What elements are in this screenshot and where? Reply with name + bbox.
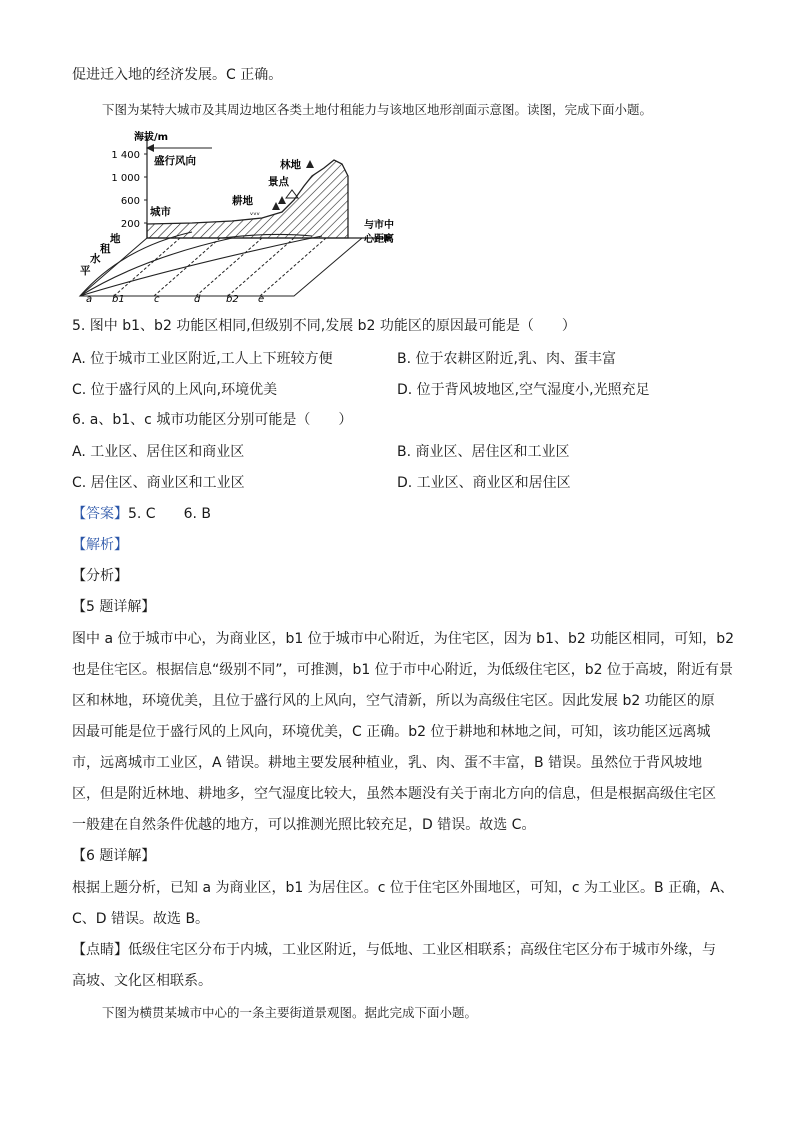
q6-option-a: A. 工业区、居住区和商业区 [72,444,245,460]
dianjing-line [72,940,716,960]
q5-detail-line: 市，远离城市工业区，A 错误。耕地主要发展种植业，乳、肉、蛋不丰富，B 错误。虽然位于背风坡地 [72,755,703,771]
crop-marks-icon: ᵥᵥᵥ [250,208,261,217]
forest-label: 林地 [280,159,301,171]
next-figure-caption: 下图为横贯某城市中心的一条主要街道景观图。据此完成下面小题。 [102,1005,478,1020]
q6-detail-line: 根据上题分析，已知 a 为商业区，b1 为居住区。c 位于住宅区外围地区，可知，c 为工业区。B 正确，A、 [72,880,734,896]
q6-option-d: D. 工业区、商业区和居住区 [397,475,571,491]
q5-option-a: A. 位于城市工业区附近,工人上下班较方便 [72,351,333,367]
q5-detail-tag: 【5 题详解】 [72,599,156,615]
rent-axis-label: 平 [80,265,91,277]
q5-detail-line: 区和林地，环境优美，且位于盛行风的上风向，空气清新，所以为高级住宅区。因此发展 b2 功能区的原 [72,693,715,709]
intro-line: 促进迁入地的经济发展。C 正确。 [72,67,283,83]
answer-line [72,504,211,524]
q5-detail-line: 一般建在自然条件优越的地方，可以推测光照比较充足，D 错误。故选 C。 [72,817,536,833]
x-tick-label: c [154,294,160,304]
q5-detail-line: 图中 a 位于城市中心，为商业区，b1 位于城市中心附近，为住宅区，因为 b1、b2 功能区相同，可知，b2 [72,631,735,647]
q6-option-b: B. 商业区、居住区和工业区 [397,444,570,460]
city-label: 城市 [150,206,171,218]
x-axis-title-line2: 心距离 [364,234,394,245]
y-axis-title: 海拔/m [134,132,169,143]
x-tick-label: b1 [112,294,125,304]
q5-option-d: D. 位于背风坡地区,空气湿度小,光照充足 [397,382,650,398]
q5-detail-line: 因最可能是位于盛行风的上风向，环境优美，C 正确。b2 位于耕地和林地之间，可知，该功能区远离城 [72,724,711,740]
answer-text: 5. C 6. B [128,506,211,522]
q5-detail-line: 也是住宅区。根据信息“级别不同”，可推测，b1 位于市中心附近，为低级住宅区，b2 位于高坡，附近有景 [72,662,733,678]
tree-icon [306,160,314,168]
q5-option-b: B. 位于农耕区附近,乳、肉、蛋丰富 [397,351,616,367]
scenic-label: 景点 [268,176,289,188]
dianjing-text: 低级住宅区分布于内城，工业区附近，与低地、工业区相联系；高级住宅区分布于城市外缘，与 [128,942,716,958]
zone-divider [228,238,294,296]
y-tick-label: 1 000 [111,173,140,184]
rent-profile-figure [72,128,402,304]
rent-axis-label: 地 [110,233,121,245]
zone-divider [196,238,262,296]
fenxi-tag: 【分析】 [72,568,128,584]
wind-label: 盛行风向 [154,155,196,167]
rent-axis-label: 水 [90,253,101,265]
base-plane [80,238,362,296]
y-tick-label: 600 [120,196,140,207]
q6-detail-line: C、D 错误。故选 B。 [72,911,210,927]
q6-option-c: C. 居住区、商业区和工业区 [72,475,245,491]
q6-stem: 6. a、b1、c 城市功能区分别可能是（ ） [72,412,353,428]
y-tick-label: 1 400 [111,150,140,161]
farmland-label: 耕地 [232,195,253,207]
x-tick-label: d [194,294,201,304]
x-axis-title-line1: 与市中 [364,220,394,231]
q5-stem: 5. 图中 b1、b2 功能区相同,但级别不同,发展 b2 功能区的原因最可能是（ ） [72,318,576,334]
dianjing-tag: 【点睛】 [72,942,128,958]
y-tick-label: 200 [120,219,140,230]
rent-axis-label: 租 [100,243,111,255]
x-tick-label: e [258,294,265,304]
q5-detail-line: 区，但是附近林地、耕地多，空气湿度比较大，虽然本题没有关于南北方向的信息，但是根据高级住宅区 [72,786,716,802]
dianjing-line-2: 高坡、文化区相联系。 [72,973,212,989]
q5-option-c: C. 位于盛行风的上风向,环境优美 [72,382,278,398]
tree-icon [278,196,286,204]
x-tick-label: b2 [226,294,239,304]
rent-profile-diagram [72,128,402,304]
q6-detail-tag: 【6 题详解】 [72,848,156,864]
figure-caption: 下图为某特大城市及其周边地区各类土地付租能力与该地区地形剖面示意图。读图，完成下面小题。 [102,102,653,117]
analysis-tag: 【解析】 [72,537,128,553]
x-tick-label: a [86,294,93,304]
answer-tag: 【答案】 [72,506,128,522]
